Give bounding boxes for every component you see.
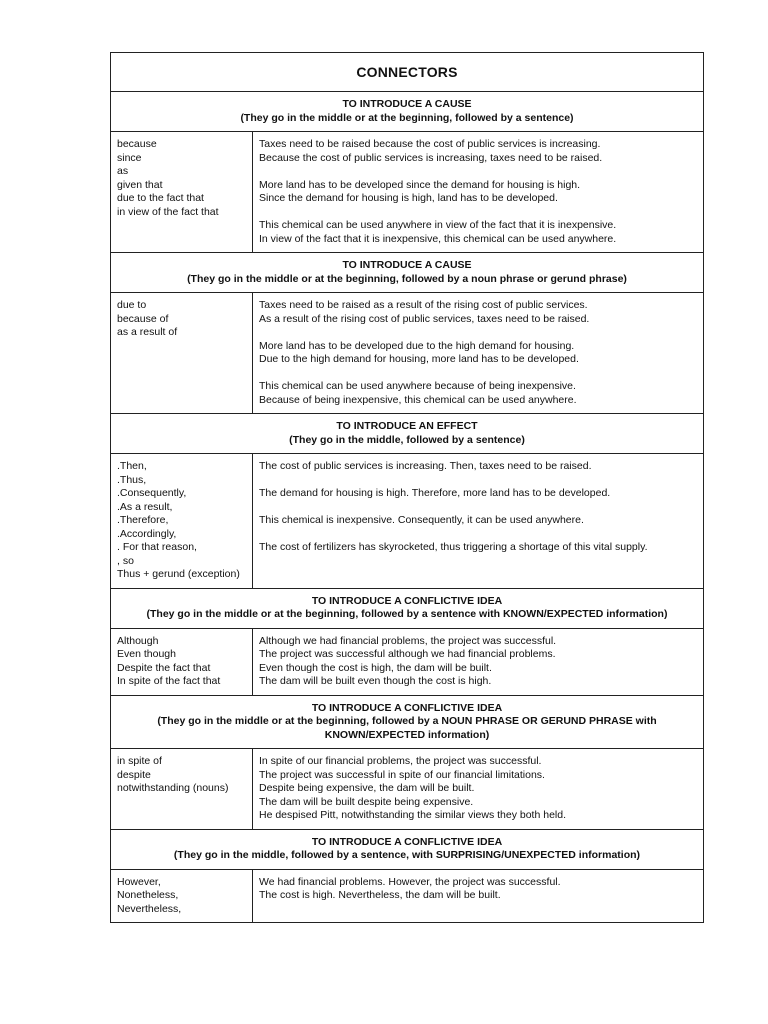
example-sentence: The cost of fertilizers has skyrocketed, thus triggering a shortage of this vital supply. — [259, 541, 648, 553]
example-sentence: Taxes need to be raised because the cost of public services is increasing. — [259, 138, 601, 150]
example-sentence: More land has to be developed since the demand for housing is high. — [259, 178, 581, 191]
connector-word: .Thus, — [117, 473, 147, 486]
example-sentence: Since the demand for housing is high, land has to be developed. — [259, 192, 558, 204]
connector-word: because of — [117, 312, 169, 325]
example-sentence: The project was successful although we had financial problems. — [259, 648, 556, 660]
example-list — [253, 749, 704, 830]
section-header — [111, 588, 704, 628]
example-sentence: Taxes need to be raised as a result of the rising cost of public services. — [259, 299, 588, 311]
section-subheading: (They go in the middle, followed by a sentence, with SURPRISING/UNEXPECTED information) — [173, 849, 641, 861]
connector-word: because — [117, 138, 157, 150]
example-spacer — [259, 165, 697, 179]
section-header — [111, 695, 704, 749]
section-header-row — [111, 92, 704, 132]
document-title: CONNECTORS — [111, 53, 704, 92]
connector-word: Although — [117, 634, 159, 647]
example-sentence: This chemical can be used anywhere because of being inexpensive. — [259, 380, 576, 392]
connector-word: due to the fact that — [117, 192, 204, 204]
example-sentence: Due to the high demand for housing, more land has to be developed. — [259, 353, 579, 365]
section-body-row — [111, 293, 704, 414]
example-sentence: Because of being inexpensive, this chemical can be used anywhere. — [259, 393, 577, 406]
example-list — [253, 454, 704, 589]
example-sentence: Although we had financial problems, the project was successful. — [259, 634, 557, 647]
section-body-row — [111, 869, 704, 923]
connector-word: .Then, — [117, 460, 147, 472]
connector-word: given that — [117, 178, 163, 191]
section-body-row — [111, 454, 704, 589]
example-sentence: In spite of our financial problems, the project was successful. — [259, 755, 542, 767]
section-subheading: (They go in the middle or at the beginning, followed by a NOUN PHRASE OR GERUND PHRASE with KNOWN/EXPECTED information) — [157, 715, 657, 741]
example-sentence: The demand for housing is high. Therefore, more land has to be developed. — [259, 487, 611, 499]
connector-word: notwithstanding (nouns) — [117, 782, 229, 794]
connector-word: as a result of — [117, 326, 178, 338]
example-spacer — [259, 528, 697, 542]
example-list — [253, 869, 704, 923]
section-subheading: (They go in the middle or at the beginning, followed by a sentence with KNOWN/EXPECTED information) — [146, 608, 668, 620]
connector-word: Nevertheless, — [117, 902, 182, 915]
connectors-table — [110, 52, 704, 923]
section-header — [111, 414, 704, 454]
example-spacer — [259, 501, 697, 515]
example-sentence: The cost of public services is increasing. Then, taxes need to be raised. — [259, 460, 592, 472]
example-list — [253, 293, 704, 414]
example-list — [253, 628, 704, 695]
connector-list — [111, 132, 253, 253]
example-sentence: As a result of the rising cost of public services, taxes need to be raised. — [259, 312, 590, 325]
section-subheading: (They go in the middle, followed by a sentence) — [289, 433, 525, 446]
connector-word: .Therefore, — [117, 514, 169, 526]
connector-word: in spite of — [117, 755, 162, 767]
section-header-row — [111, 414, 704, 454]
connector-list — [111, 749, 253, 830]
section-heading: TO INTRODUCE A CONFLICTIVE IDEA — [311, 835, 503, 848]
connector-word: .Consequently, — [117, 487, 187, 499]
example-sentence: The cost is high. Nevertheless, the dam will be built. — [259, 889, 501, 901]
connector-word: in view of the fact that — [117, 205, 219, 218]
connector-word: Despite the fact that — [117, 661, 211, 674]
example-sentence: Despite being expensive, the dam will be built. — [259, 782, 475, 794]
example-sentence: The project was successful in spite of our financial limitations. — [259, 768, 545, 781]
example-spacer — [259, 367, 697, 381]
section-header-row — [111, 829, 704, 869]
section-body-row — [111, 628, 704, 695]
section-header-row — [111, 253, 704, 293]
section-heading: TO INTRODUCE A CONFLICTIVE IDEA — [311, 701, 503, 714]
example-sentence: The dam will be built even though the cost is high. — [259, 675, 492, 687]
example-sentence: He despised Pitt, notwithstanding the similar views they both held. — [259, 809, 566, 821]
example-sentence: This chemical is inexpensive. Consequently, it can be used anywhere. — [259, 514, 584, 526]
example-sentence: Because the cost of public services is increasing, taxes need to be raised. — [259, 151, 603, 164]
example-sentence: This chemical can be used anywhere in view of the fact that it is inexpensive. — [259, 219, 617, 231]
connector-list — [111, 454, 253, 589]
example-sentence: The dam will be built despite being expensive. — [259, 795, 474, 808]
section-heading: TO INTRODUCE A CAUSE — [342, 98, 472, 110]
example-spacer — [259, 326, 697, 340]
connector-word: since — [117, 151, 142, 164]
section-header — [111, 92, 704, 132]
connector-word: However, — [117, 875, 161, 888]
connector-word: Even though — [117, 648, 176, 660]
example-list — [253, 132, 704, 253]
connector-list — [111, 293, 253, 414]
section-body-row — [111, 132, 704, 253]
section-heading: TO INTRODUCE A CONFLICTIVE IDEA — [311, 594, 503, 607]
section-header — [111, 253, 704, 293]
connector-word: despite — [117, 768, 151, 781]
connector-word: In spite of the fact that — [117, 675, 221, 687]
section-heading: TO INTRODUCE AN EFFECT — [336, 420, 478, 432]
connector-word: as — [117, 165, 129, 177]
example-sentence: More land has to be developed due to the high demand for housing. — [259, 339, 575, 352]
section-heading: TO INTRODUCE A CAUSE — [342, 259, 472, 271]
connector-word: .Accordingly, — [117, 527, 177, 540]
section-header-row — [111, 588, 704, 628]
example-spacer — [259, 206, 697, 220]
section-header-row — [111, 695, 704, 749]
section-subheading: (They go in the middle or at the beginning, followed by a sentence) — [240, 111, 574, 124]
example-sentence: Even though the cost is high, the dam will be built. — [259, 661, 492, 674]
title-row — [111, 53, 704, 92]
connector-word: Thus + gerund (exception) — [117, 568, 240, 580]
section-subheading: (They go in the middle or at the beginning, followed by a noun phrase or gerund phrase) — [187, 272, 627, 285]
connector-list — [111, 869, 253, 923]
section-body-row — [111, 749, 704, 830]
connector-word: , so — [117, 554, 134, 567]
connector-word: Nonetheless, — [117, 889, 179, 901]
example-sentence: We had financial problems. However, the project was successful. — [259, 875, 561, 888]
connector-list — [111, 628, 253, 695]
connector-word: . For that reason, — [117, 541, 197, 553]
connector-word: due to — [117, 299, 147, 311]
example-sentence: In view of the fact that it is inexpensive, this chemical can be used anywhere. — [259, 232, 617, 245]
example-spacer — [259, 474, 697, 488]
section-header — [111, 829, 704, 869]
connector-word: .As a result, — [117, 500, 173, 513]
